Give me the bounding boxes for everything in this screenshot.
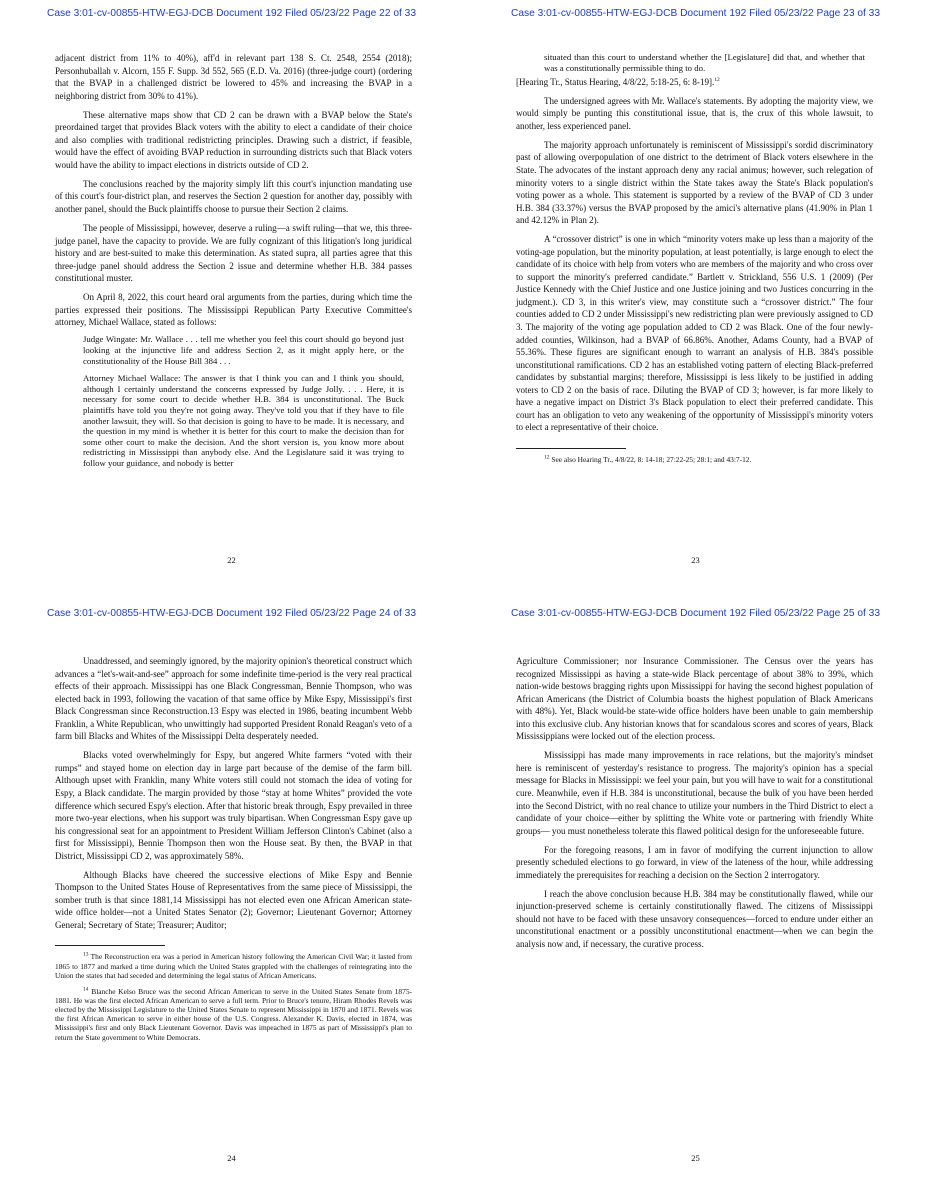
page-23	[464, 0, 927, 600]
paragraph: Although Blacks have cheered the successive elections of Mike Espy and Bennie Thompson to the United States House of Representatives from the same piece of Mississippi, the somber truth is that since 1881,14 Mississippi has not elected even one African American state-wide office holder—not a United States Senator (2); Governor; Lieutenant Governor; Attorney General; Secretary of State; Treasurer; Auditor;	[55, 869, 412, 930]
footnote-rule	[55, 945, 165, 946]
paragraph: Agriculture Commissioner; nor Insurance Commissioner. The Census over the years has recognized Mississippi as having a state-wide Black percentage of about 38% to 39%, which nation-wide bestows bragging rights upon Mississippi for having the second highest population of African Americans (the District of Columbia boasts the highest population of Black Americans with 48%). Yet, Black would-be state-wide office holders have been unable to gain membership into this exclusive club. Any historian knows that for scandalous scores and scores of years, Black Mississippians were locked out of the election process.	[516, 656, 873, 742]
paragraph: For the foregoing reasons, I am in favor of modifying the current injunction to allow presently scheduled elections to go forward, in view of the lateness of the hour, while addressing immediately the prerequisites for reaching a decision on the Section 2 interrogatory.	[516, 844, 873, 880]
footnote	[516, 455, 873, 464]
footnote	[55, 987, 412, 1042]
page-body	[55, 52, 412, 476]
page-22	[0, 0, 463, 600]
citation-text: [Hearing Tr., Status Hearing, 4/8/22, 5:18-25, 6: 8-19].	[516, 77, 715, 88]
paragraph: Unaddressed, and seemingly ignored, by the majority opinion's theoretical construct which advances a “let's-wait-and-see” approach for some indefinite time-period is the very real practical effects of their approach. Mississippi has one Black Congressman, Bennie Thompson, who was elected back in 1993, following the vacation of that same office by Mike Espy, Mississippi's first Black Congressman since Reconstruction.13 Espy was elected in 1986, beating incumbent Webb Franklin, a White Republican, who unwittingly had supported President Ronald Reagan's veto of a farm bill Blacks and Whites of the Mississippi Delta desperately needed.	[55, 656, 412, 742]
page-body	[55, 655, 412, 1048]
paragraph: The conclusions reached by the majority simply lift this court's injunction mandating use of this court's four-district plan, and reserves the Section 2 question for another day, possibly with another panel, should the Buck plaintiffs choose to pursue their Section 2 claims.	[55, 178, 412, 215]
page-number: 24	[227, 1153, 236, 1163]
page-header: Case 3:01-cv-00855-HTW-EGJ-DCB Document 192 Filed 05/23/22 Page 23 of 33	[510, 8, 880, 19]
paragraph: The people of Mississippi, however, deserve a ruling—a swift ruling—that we, this three-judge panel, have the capacity to provide. We are fully cognizant of this litigation's long juridical history and are best-suited to make this determination. As stated supra, all parties agree that this three-judge panel should address the Section 2 issue and determine whether H.B. 384 passes constitutional muster.	[55, 223, 412, 284]
paragraph: I reach the above conclusion because H.B. 384 may be constitutionally flawed, while our injunction-preserved scheme is certainly constitutionally flawed. The citizens of Mississippi should not have to be faced with these unsavory consequences—forced to endure under either an unconstitutional enactment or a possibly unconstitutional enactment—when we can begin the analysis now and, if necessary, the curative process.	[516, 888, 873, 949]
paragraph: On April 8, 2022, this court heard oral arguments from the parties, during which time the parties expressed their positions. The Mississippi Republican Party Executive Committee's attorney, Michael Wallace, stated as follows:	[55, 292, 412, 328]
paragraph: The undersigned agrees with Mr. Wallace's statements. By adopting the majority view, we would simply be punting this constitutional issue, that is, the crux of this whole lawsuit, to another, less experienced panel.	[516, 95, 873, 131]
block-quote: Attorney Michael Wallace: The answer is that I think you can and I think you should, although I certainly understand the concerns expressed by Judge Jolly. . . . Here, it is necessary for some court to decide whether H.B. 384 is unconstitutional. The Buck plaintiffs have told you they're not going away. They've told you that if they have to file another lawsuit, they will. So that decision is going to have to be made. It is necessary, and the question in my mind is whether it is better for this court to make the decision than for some other court to make the decision. And the short version is, you know more about redistricting in Mississippi than anybody else. And the Legislature said it was trying to follow your guidance, and nobody is better	[83, 373, 404, 468]
footnote-text: Blanche Kelso Bruce was the second African American to serve in the United States Senate from 1875-1881. He was the first elected African American to serve a full term. Prior to Bruce's tenure, Hiram Rhodes Revels was elected by the Mississippi Legislature to the United States Senate to represent Mississippi in 1870 and 1871. Revels was the first African American to serve in either house of the U.S. Congress. Alexander K. Davis, elected in 1874, was Mississippi's first and only Black Lieutenant Governor. Davis was impeached in 1875 as part of Mississippi's plan to return the State government to White Democrats.	[55, 986, 412, 1042]
citation	[516, 76, 873, 89]
paragraph: Mississippi has made many improvements in race relations, but the majority's mindset here is reminiscent of yesterday's resistance to progress. The majority's opinion has a special message for Blacks in Mississippi: we feel your pain, but you will have to wait for a constitutional cure. Meanwhile, even if H.B. 384 is unconstitutional, because the bulk of you have been herded into the Second District, with no real chance to utilize your numbers in the Third District to elect a candidate of your choice—either by splitting the White vote or partnering with friendly White groups— you must nonetheless tolerate this flawed political design for the unforeseeable future.	[516, 750, 873, 836]
page-25	[464, 600, 927, 1200]
page-number: 22	[227, 555, 236, 565]
block-quote: Judge Wingate: Mr. Wallace . . . tell me whether you feel this court should go beyond just looking at the injunctive life and address Section 2, as it might apply here, or the constitutionality of the House Bill 384 . . .	[83, 334, 404, 366]
footnote-mark: 12	[544, 454, 550, 461]
footnote	[55, 952, 412, 980]
paragraph: The majority approach unfortunately is reminiscent of Mississippi's sordid discriminatory past of allowing overpopulation of one district to the detriment of Black voters elsewhere in the State. The advocates of the instant approach deny any racial animus; however, such relegation of minority voters to a single district within the State takes away the State's Black population's voting power as a whole. This statement is supported by a review of the BVAP of CD 3 under H.B. 384 (33.37%) versus the BVAP proposed by the amici's alternative plans (41.90% in Plan 1 and 42.12% in Plan 2).	[516, 139, 873, 226]
block-quote-continued: situated than this court to understand whether the [Legislature] did that, and whether that was a constitutionally permissible thing to do.	[544, 52, 865, 73]
paragraph: Blacks voted overwhelmingly for Espy, but angered White farmers “voted with their rumps” and stayed home on election day in large part because of the demise of the farm bill. Although upset with Franklin, many White voters still could not stomach the idea of voting for Espy, a Black candidate. The margin provided by those “stay at home Whites” provided the vote difference which secured Espy's election. After that historic break through, Espy prevailed in three more two-year elections, when his support was truly bipartisan. When Congressman Espy gave up his congressional seat for an appointment to President William Jefferson Clinton's Cabinet (also a first for Mississippi), Bennie Thompson then won the House seat. By then, the BVAP in that District, Mississippi CD 2, was approximately 58%.	[55, 750, 412, 861]
paragraph: These alternative maps show that CD 2 can be drawn with a BVAP below the State's preordained target that provides Black voters with the ability to elect a candidate of their choice and also complies with traditional redistricting principles. Drawing such a district, if feasible, would have the effect of avoiding BVAP reduction in surrounding districts such that Black voters would have the ability to impact elections in districts outside of CD 2.	[55, 109, 412, 170]
page-body	[516, 52, 873, 471]
footnote-mark: 13	[83, 952, 89, 959]
page-header: Case 3:01-cv-00855-HTW-EGJ-DCB Document 192 Filed 05/23/22 Page 22 of 33	[46, 8, 416, 19]
page-header: Case 3:01-cv-00855-HTW-EGJ-DCB Document 192 Filed 05/23/22 Page 25 of 33	[510, 608, 880, 619]
paragraph: A “crossover district” is one in which “minority voters make up less than a majority of the voting-age population, but the minority population, at least potentially, is large enough to elect the candidate of its choice with help from voters who are members of the majority and who cross over to support the minority's preferred candidate.” Bartlett v. Strickland, 556 U.S. 1 (2009) (Per Justice Kennedy with the Chief Justice and one Justice joining and two Justices concurring in the judgment.). CD 3, in this writer's view, may constitute such a “crossover district.” The four counties added to CD 2 under Mississippi's new redistricting plan were previously assigned to CD 3. The majority of the voting age population added to CD 2 was Black. One of the four newly-added counties, Wilkinson, had a BVAP of 66.86%. Another, Adams County, had a BVAP of 55.36%. These figures are significant enough to warrant an analysis of H.B. 384's possible unconstitutional ramifications. CD 2 has an established voting pattern of electing Black-preferred candidates by substantial margins; therefore, Mississippi is less likely to be justified in adding voters to CD 2 on the basis of race. Diluting the BVAP of CD 3; however, is far more likely to have a negative impact on District 3's Black population to elect their preferred candidate. This court has an obligation to veto any weakening of the opportunity of Mississippi's minority voters to elect a representative of their choice.	[516, 234, 873, 433]
footnote-text: See also Hearing Tr., 4/8/22, 8: 14-18; 27:22-25; 28:1; and 43:7-12.	[551, 454, 752, 464]
page-24	[0, 600, 463, 1200]
footnote-mark: 14	[83, 986, 89, 993]
footnote-rule	[516, 448, 626, 449]
page-body	[516, 655, 873, 957]
page-number: 25	[691, 1153, 700, 1163]
paragraph: adjacent district from 11% to 40%), aff'd in relevant part 138 S. Ct. 2548, 2554 (2018); Personhuballah v. Alcorn, 155 F. Supp. 3d 552, 565 (E.D. Va. 2016) (three-judge court) (ordering that the BVAP in a challenged district be lowered to 45% and increasing the BVAP in a neighboring district from 30% to 41%).	[55, 53, 412, 101]
footnote-text: The Reconstruction era was a period in American history following the American Civil War; it lasted from 1865 to 1877 and marked a time during which the United States grappled with the challenges of reintegrating into the Union the states that had seceded and determining the legal status of African Americans.	[55, 952, 412, 980]
page-number: 23	[691, 555, 700, 565]
page-header: Case 3:01-cv-00855-HTW-EGJ-DCB Document 192 Filed 05/23/22 Page 24 of 33	[46, 608, 416, 619]
footnote-ref[interactable]: 12	[714, 77, 720, 84]
